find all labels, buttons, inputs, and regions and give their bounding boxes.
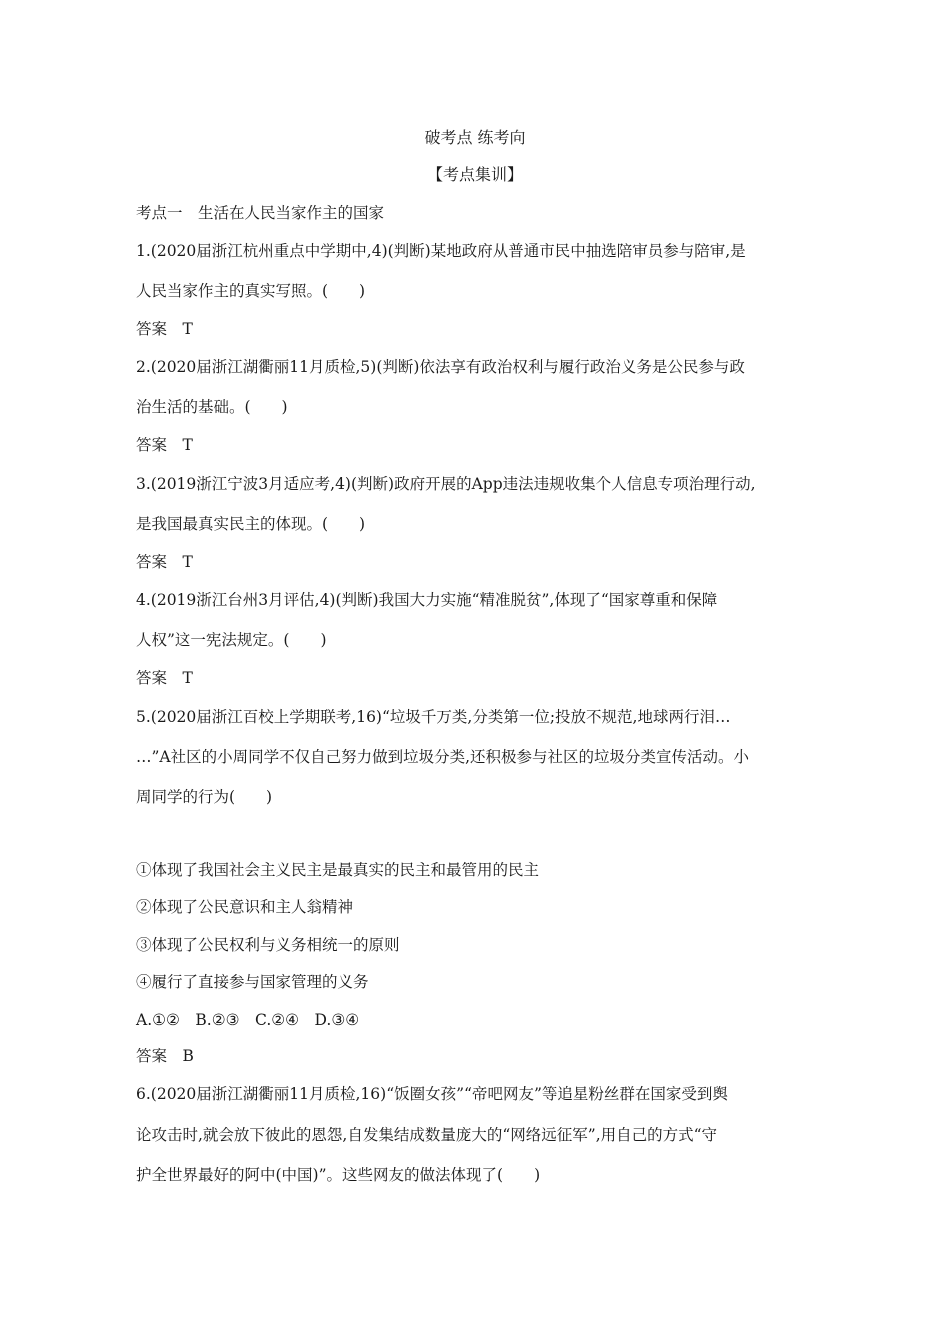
q6-line1: 6.(2020届浙江湖衢丽11月质检,16)“饭圈女孩”“帝吧网友”等追星粉丝群在国家受到舆 — [136, 1085, 728, 1103]
q5-choices: A.①② B.②③ C.②④ D.③④ — [136, 1011, 360, 1029]
q4-answer: 答案 T — [136, 669, 193, 687]
q6-line2: 论攻击时,就会放下彼此的恩怨,自发集结成数量庞大的“网络远征军”,用自己的方式“守 — [136, 1126, 718, 1144]
q5-line1: 5.(2020届浙江百校上学期联考,16)“垃圾千万类,分类第一位;投放不规范,地球两行泪… — [136, 708, 731, 726]
section-heading: 【考点集训】 — [426, 165, 523, 184]
q5-line2: …”A社区的小周同学不仅自己努力做到垃圾分类,还积极参与社区的垃圾分类宣传活动。小 — [136, 748, 750, 766]
q4-line1: 4.(2019浙江台州3月评估,4)(判断)我国大力实施“精准脱贫”,体现了“国家尊重和保障 — [136, 591, 718, 609]
q4-line2: 人权”这一宪法规定。( ) — [136, 631, 327, 649]
q5-line3: 周同学的行为( ) — [136, 788, 273, 806]
q2-line1: 2.(2020届浙江湖衢丽11月质检,5)(判断)依法享有政治权利与履行政治义务是公民参与政 — [136, 358, 745, 376]
q6-line3: 护全世界最好的阿中(中国)”。这些网友的做法体现了( ) — [136, 1166, 541, 1184]
q5-option-2: ②体现了公民意识和主人翁精神 — [136, 898, 354, 916]
q2-line2: 治生活的基础。( ) — [136, 398, 288, 416]
q1-line1: 1.(2020届浙江杭州重点中学期中,4)(判断)某地政府从普通市民中抽选陪审员参与陪审,是 — [136, 242, 746, 260]
page-title: 破考点 练考向 — [424, 128, 526, 147]
q5-option-4: ④履行了直接参与国家管理的义务 — [136, 973, 369, 991]
q1-answer: 答案 T — [136, 320, 193, 338]
q5-option-1: ①体现了我国社会主义民主是最真实的民主和最管用的民主 — [136, 861, 540, 879]
q5-answer: 答案 B — [136, 1047, 194, 1065]
topic-heading: 考点一 生活在人民当家作主的国家 — [136, 204, 385, 222]
q1-line2: 人民当家作主的真实写照。( ) — [136, 282, 366, 300]
q2-answer: 答案 T — [136, 436, 193, 454]
q3-answer: 答案 T — [136, 553, 193, 571]
q5-option-3: ③体现了公民权利与义务相统一的原则 — [136, 936, 400, 954]
q3-line2: 是我国最真实民主的体现。( ) — [136, 515, 366, 533]
q3-line1: 3.(2019浙江宁波3月适应考,4)(判断)政府开展的App违法违规收集个人信息专项治理行动, — [136, 475, 756, 493]
